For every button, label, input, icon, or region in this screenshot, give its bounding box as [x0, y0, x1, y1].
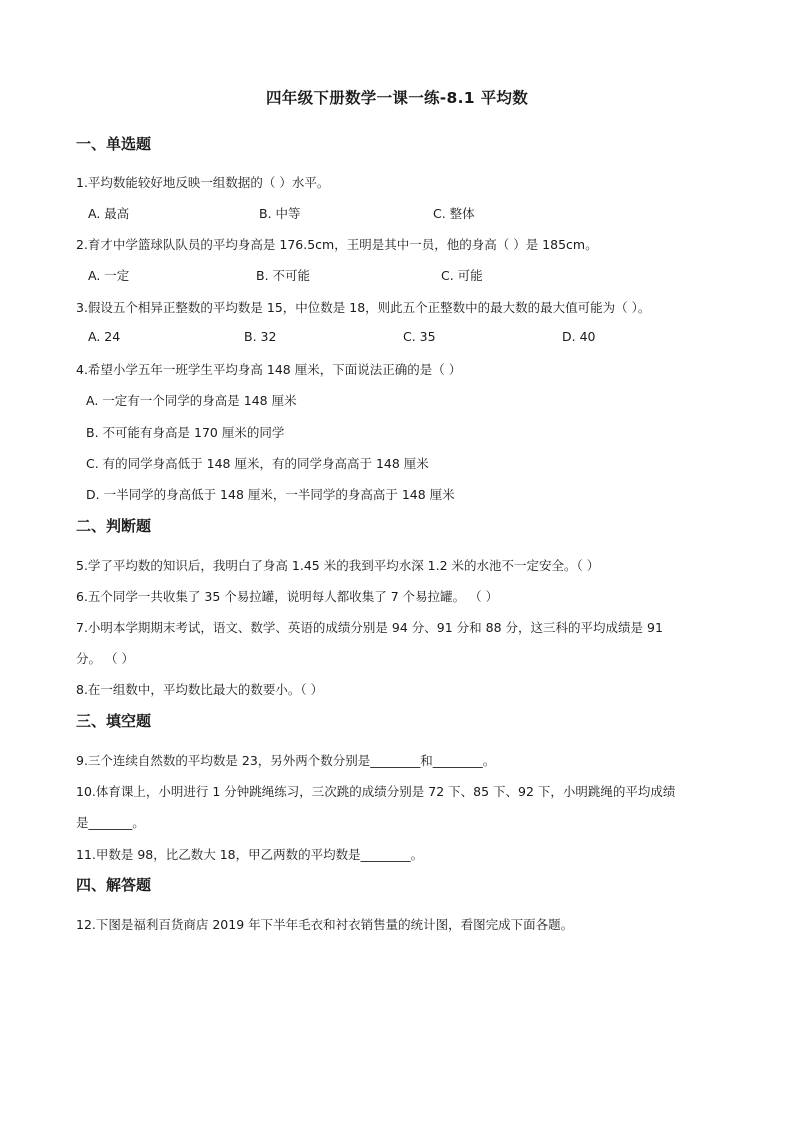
- section-heading-true-false: 二、判断题: [76, 517, 152, 535]
- page-title: 四年级下册数学一课一练-8.1 平均数: [266, 89, 528, 107]
- question-7-line-2: 分。 （ ）: [76, 651, 134, 666]
- q3-option-c: C. 35: [403, 329, 436, 344]
- q1-option-a: A. 最高: [88, 206, 130, 221]
- question-1: 1.平均数能较好地反映一组数据的（ ）水平。: [76, 175, 330, 190]
- question-2: 2.育才中学篮球队队员的平均身高是 176.5cm，王明是其中一员，他的身高（ ）是 185cm。: [76, 237, 598, 252]
- question-10-line-1: 10.体育课上，小明进行 1 分钟跳绳练习，三次跳的成绩分别是 72 下、85 下、92 下，小明跳绳的平均成绩: [76, 784, 676, 799]
- q1-option-c: C. 整体: [433, 206, 475, 221]
- q1-option-b: B. 中等: [259, 206, 301, 221]
- question-7-line-1: 7.小明本学期期末考试，语文、数学、英语的成绩分别是 94 分、91 分和 88 分，这三科的平均成绩是 91: [76, 620, 663, 635]
- q4-option-a: A. 一定有一个同学的身高是 148 厘米: [86, 393, 297, 408]
- q2-option-b: B. 不可能: [256, 268, 311, 283]
- question-11: 11.甲数是 98，比乙数大 18，甲乙两数的平均数是________。: [76, 847, 424, 862]
- q3-option-b: B. 32: [244, 329, 277, 344]
- section-heading-fill-blank: 三、填空题: [76, 712, 152, 730]
- question-12: 12.下图是福利百货商店 2019 年下半年毛衣和衬衣销售量的统计图，看图完成下面各题。: [76, 917, 574, 932]
- section-heading-solve: 四、解答题: [76, 876, 152, 894]
- question-10-line-2: 是_______。: [76, 815, 145, 830]
- question-9: 9.三个连续自然数的平均数是 23，另外两个数分别是________和________。: [76, 753, 496, 768]
- section-heading-single-choice: 一、单选题: [76, 135, 152, 153]
- q4-option-b: B. 不可能有身高是 170 厘米的同学: [86, 425, 285, 440]
- question-3: 3.假设五个相异正整数的平均数是 15，中位数是 18，则此五个正整数中的最大数的最大值可能为（ ）。: [76, 300, 651, 315]
- question-6: 6.五个同学一共收集了 35 个易拉罐，说明每人都收集了 7 个易拉罐。 （ ）: [76, 589, 499, 604]
- question-8: 8.在一组数中，平均数比最大的数要小。（ ）: [76, 682, 324, 697]
- q4-option-d: D. 一半同学的身高低于 148 厘米，一半同学的身高高于 148 厘米: [86, 487, 455, 502]
- q2-option-c: C. 可能: [441, 268, 483, 283]
- question-4: 4.希望小学五年一班学生平均身高 148 厘米，下面说法正确的是（ ）: [76, 362, 462, 377]
- q2-option-a: A. 一定: [88, 268, 130, 283]
- q4-option-c: C. 有的同学身高低于 148 厘米，有的同学身高高于 148 厘米: [86, 456, 429, 471]
- q3-option-a: A. 24: [88, 329, 121, 344]
- question-5: 5.学了平均数的知识后，我明白了身高 1.45 米的我到平均水深 1.2 米的水池不一定安全。（ ）: [76, 558, 600, 573]
- q3-option-d: D. 40: [562, 329, 596, 344]
